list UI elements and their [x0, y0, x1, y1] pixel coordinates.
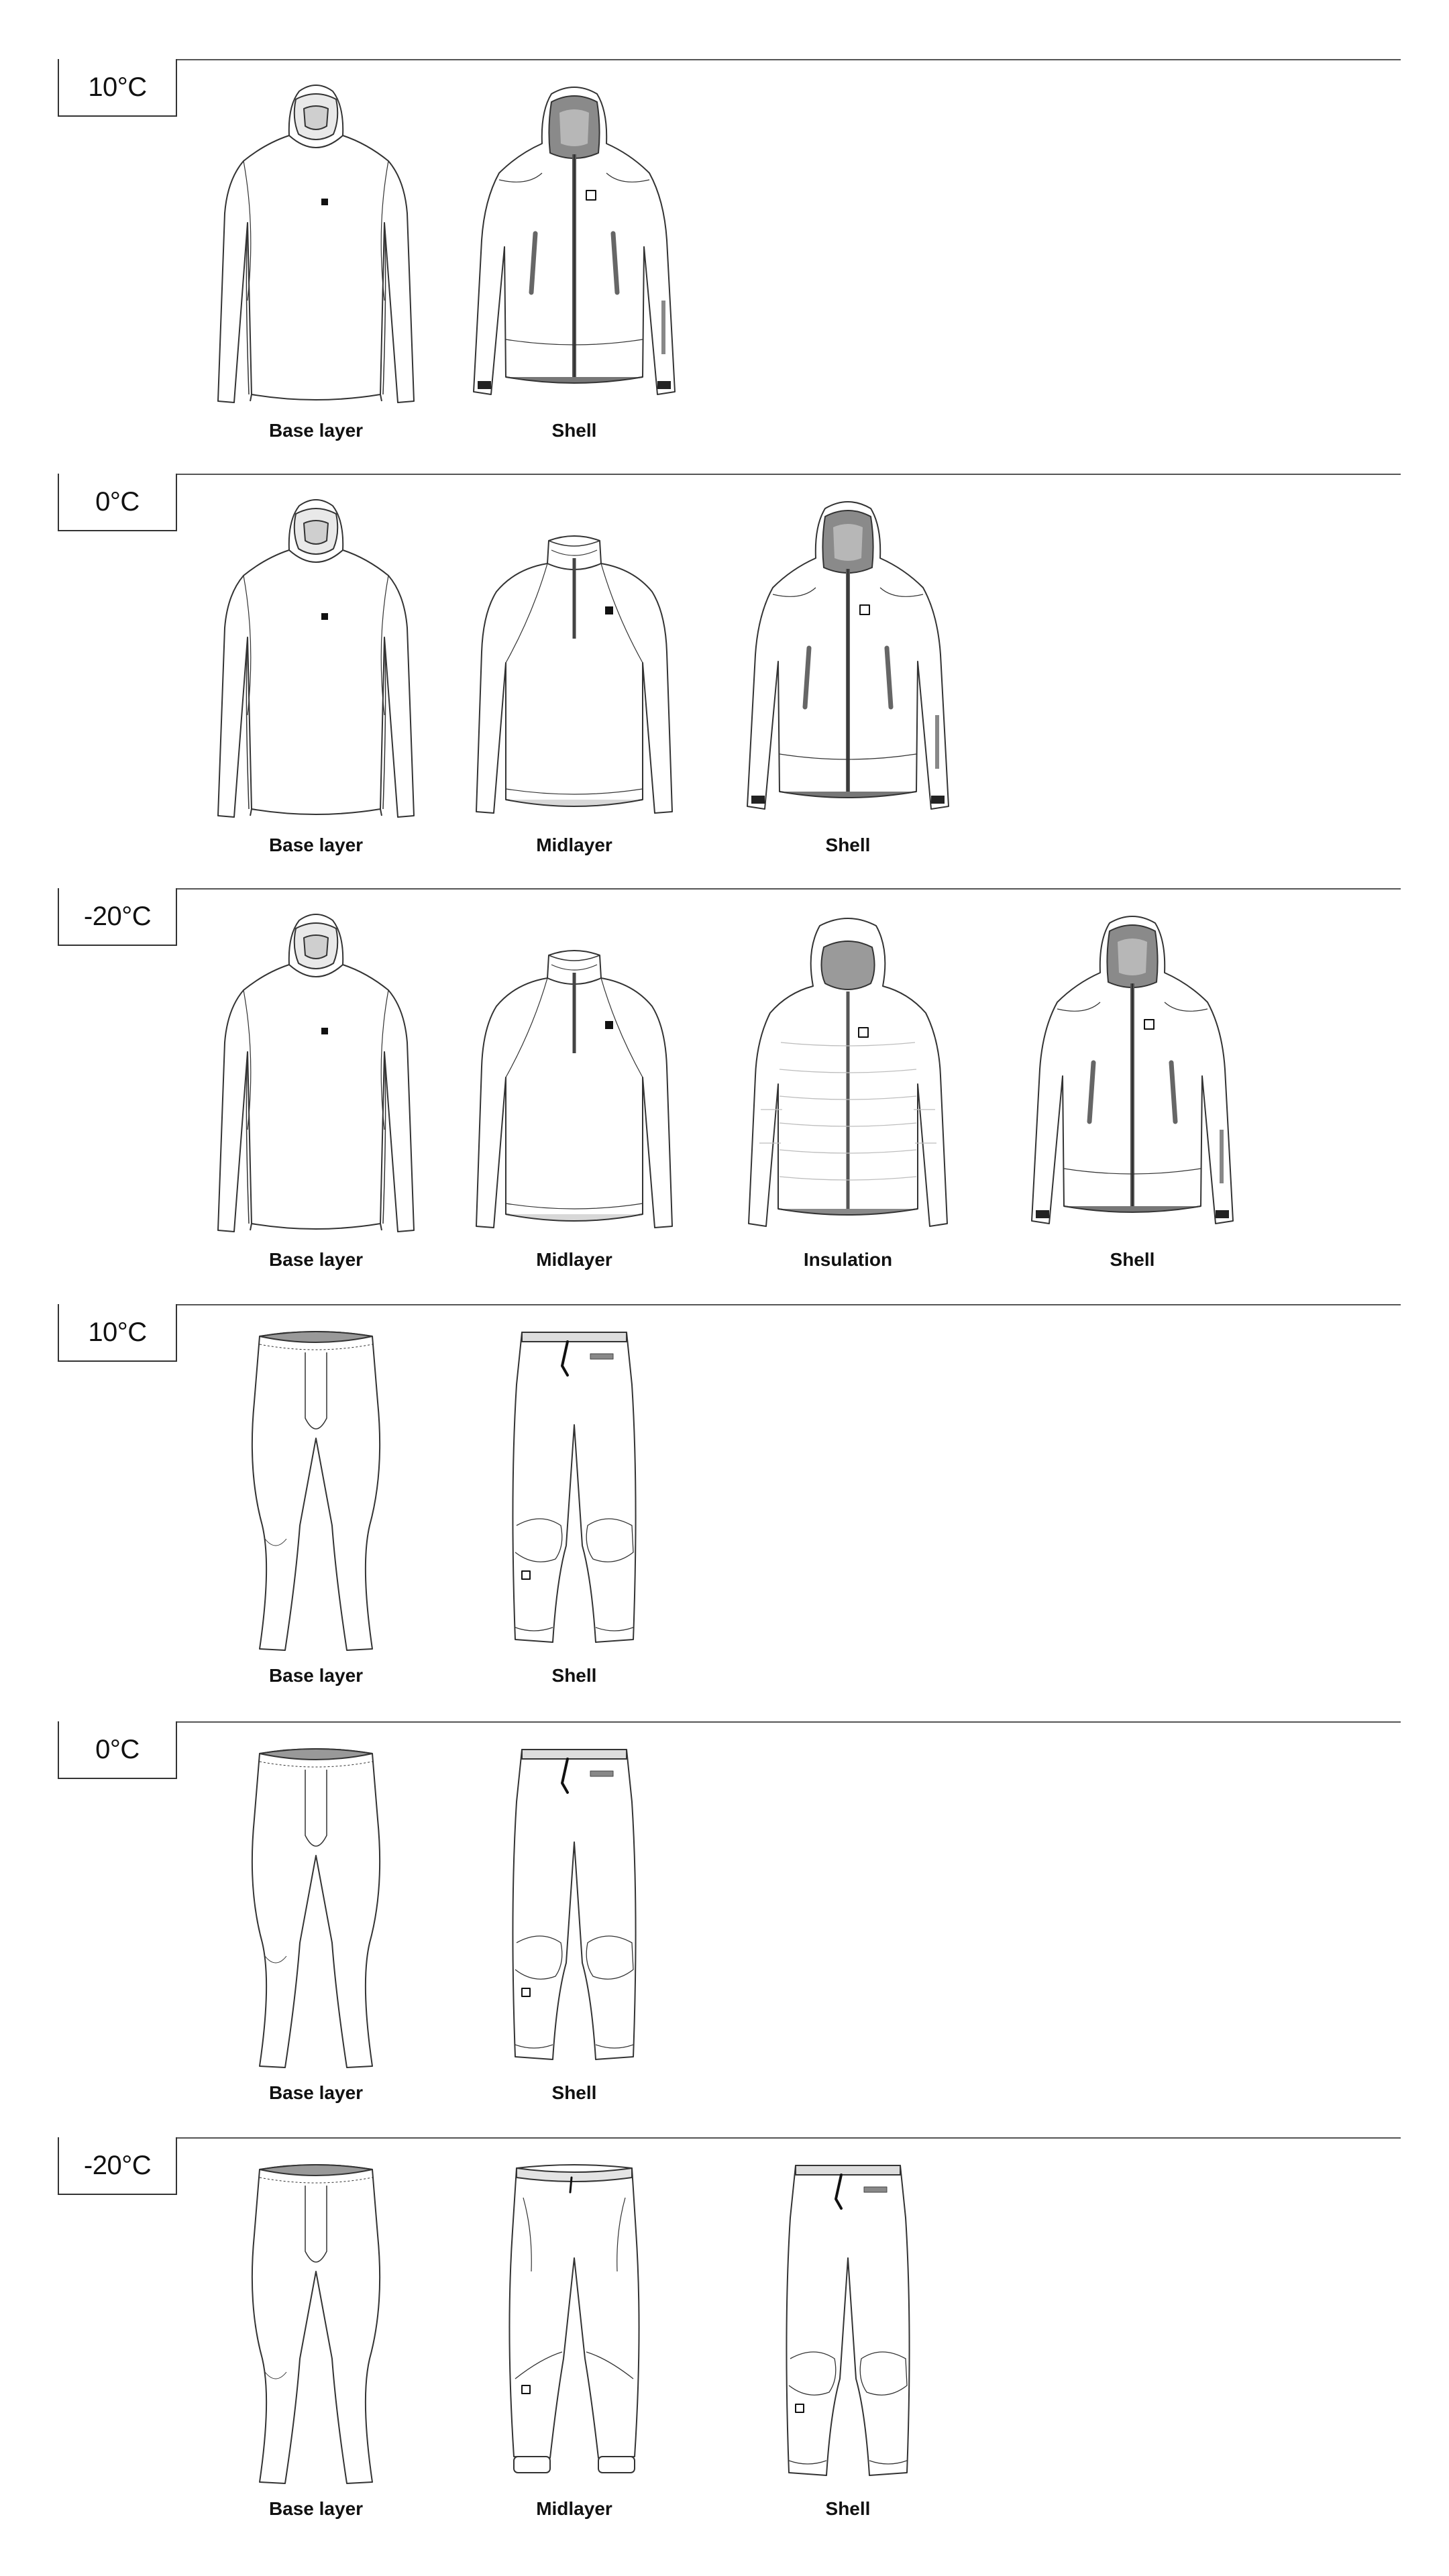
- garment-item: [209, 1721, 423, 2137]
- garment-label: Shell: [551, 1665, 597, 1686]
- garment-item: [467, 2137, 682, 2553]
- garment-item: [741, 888, 955, 1304]
- base-hoodie-icon: [209, 79, 423, 408]
- garment-item: [467, 59, 682, 475]
- garment-label: Base layer: [268, 420, 364, 441]
- garment-label: Shell: [551, 2082, 597, 2103]
- temperature-section: [0, 888, 1449, 1304]
- shell-jacket-icon: [1025, 908, 1240, 1237]
- temperature-label: 0°C: [58, 1721, 177, 1779]
- garment-item: [1025, 888, 1240, 1304]
- garment-row: [0, 59, 1449, 475]
- garment-item: [467, 1721, 682, 2137]
- garment-row: [0, 888, 1449, 1304]
- temperature-label: -20°C: [58, 888, 177, 946]
- shell-jacket-icon: [467, 79, 682, 408]
- midlayer-fleece-icon: [467, 908, 682, 1237]
- base-hoodie-icon: [209, 494, 423, 822]
- base-tights-icon: [209, 2157, 423, 2486]
- garment-item: [209, 474, 423, 890]
- temperature-label: -20°C: [58, 2137, 177, 2195]
- base-tights-icon: [209, 1324, 423, 1653]
- temperature-label: 10°C: [58, 59, 177, 117]
- garment-label: Midlayer: [536, 1249, 612, 1270]
- base-tights-icon: [209, 1741, 423, 2070]
- garment-label: Shell: [1110, 1249, 1155, 1270]
- garment-label: Shell: [825, 2498, 871, 2519]
- garment-row: [0, 474, 1449, 890]
- garment-label: Midlayer: [536, 2498, 612, 2519]
- insulation-jacket-icon: [741, 908, 955, 1237]
- garment-item: [467, 888, 682, 1304]
- garment-label: Base layer: [268, 2498, 364, 2519]
- garment-item: [209, 1304, 423, 1720]
- shell-pants-icon: [467, 1324, 682, 1653]
- garment-row: [0, 1304, 1449, 1720]
- midlayer-pants-icon: [467, 2157, 682, 2486]
- shell-jacket-icon: [741, 494, 955, 822]
- temperature-section: [0, 59, 1449, 475]
- temperature-section: [0, 1304, 1449, 1720]
- garment-label: Shell: [551, 420, 597, 441]
- garment-item: [741, 474, 955, 890]
- midlayer-fleece-icon: [467, 494, 682, 822]
- garment-label: Base layer: [268, 1665, 364, 1686]
- temperature-label: 10°C: [58, 1304, 177, 1362]
- temperature-section: [0, 474, 1449, 890]
- garment-item: [209, 2137, 423, 2553]
- temperature-section: [0, 2137, 1449, 2553]
- garment-label: Shell: [825, 835, 871, 855]
- garment-label: Base layer: [268, 2082, 364, 2103]
- garment-item: [467, 474, 682, 890]
- garment-item: [741, 2137, 955, 2553]
- temperature-section: [0, 1721, 1449, 2137]
- garment-item: [209, 59, 423, 475]
- shell-pants-icon: [741, 2157, 955, 2486]
- garment-label: Base layer: [268, 1249, 364, 1270]
- garment-item: [467, 1304, 682, 1720]
- shell-pants-icon: [467, 1741, 682, 2070]
- garment-label: Midlayer: [536, 835, 612, 855]
- garment-label: Insulation: [803, 1249, 893, 1270]
- garment-item: [209, 888, 423, 1304]
- garment-row: [0, 1721, 1449, 2137]
- garment-row: [0, 2137, 1449, 2553]
- temperature-label: 0°C: [58, 474, 177, 531]
- base-hoodie-icon: [209, 908, 423, 1237]
- garment-label: Base layer: [268, 835, 364, 855]
